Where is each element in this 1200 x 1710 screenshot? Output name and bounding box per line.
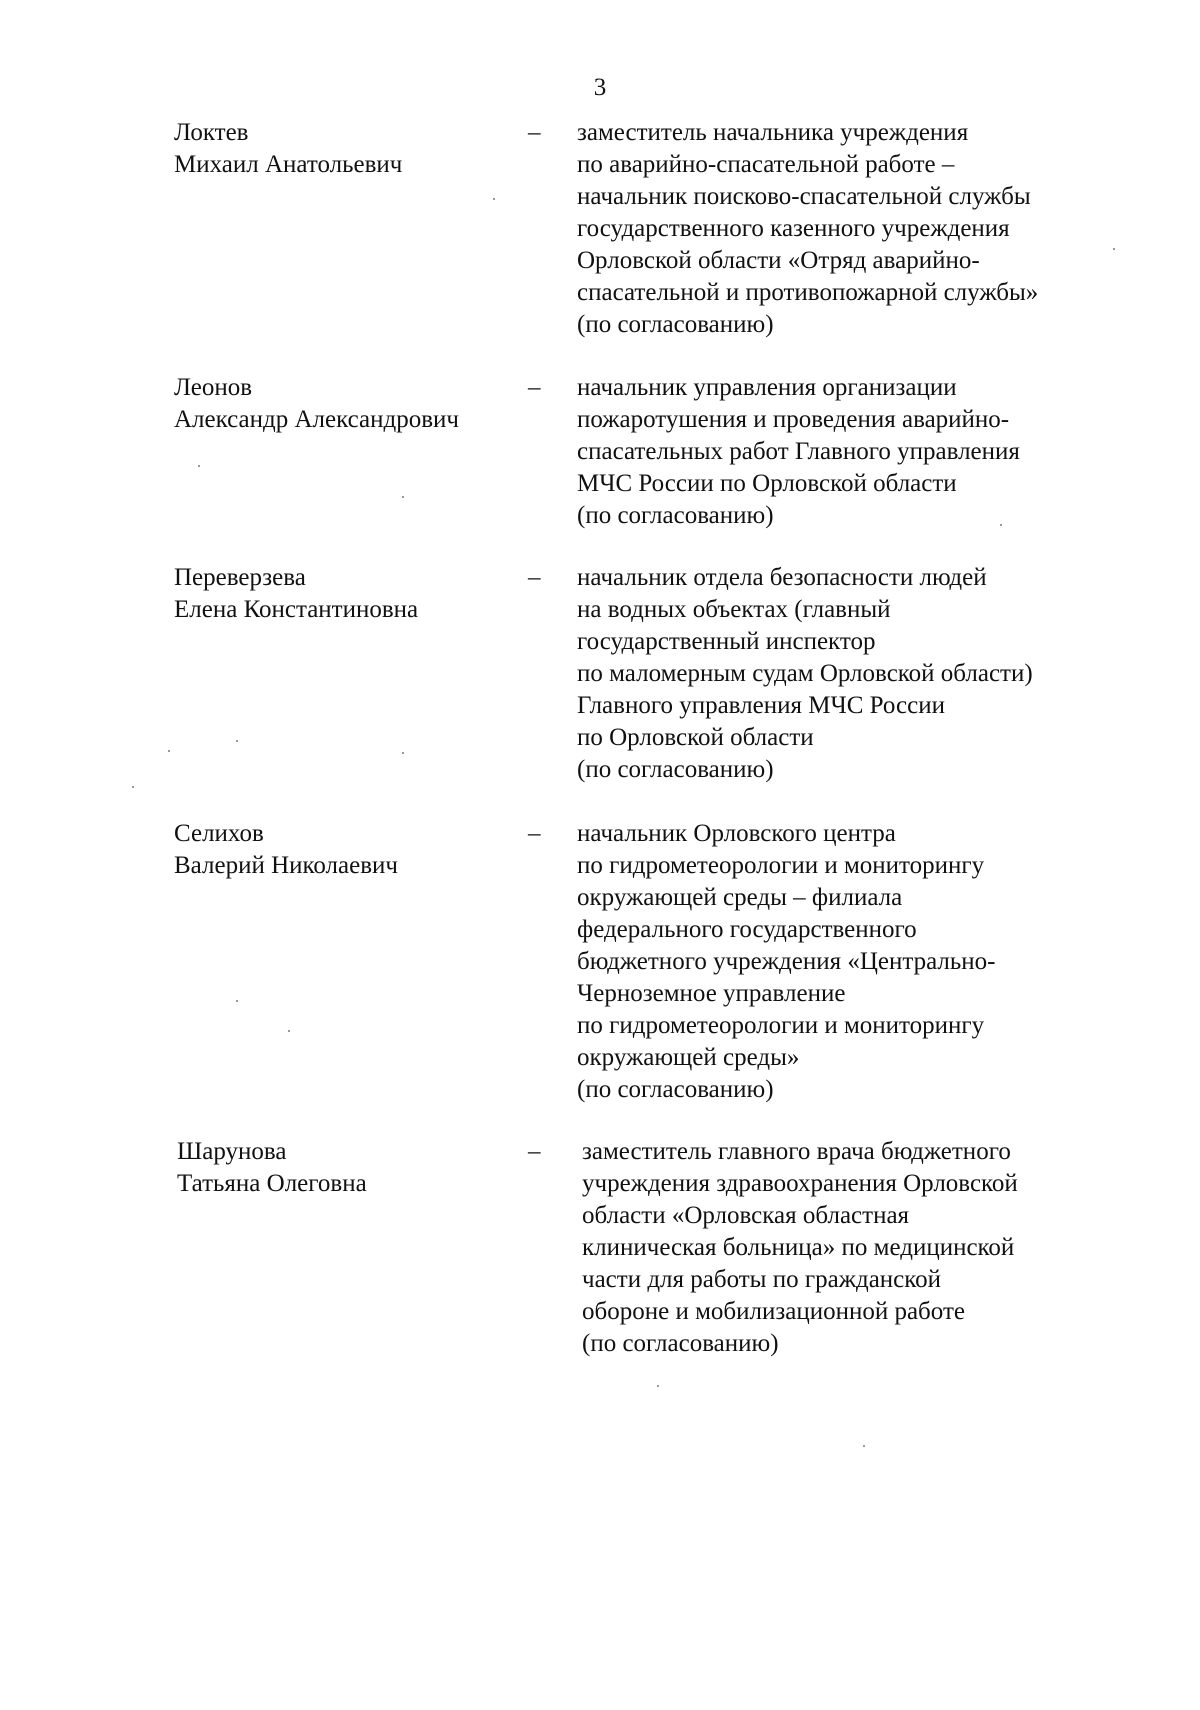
role-line: (по согласованию) <box>577 756 774 783</box>
scan-speck <box>1113 248 1115 250</box>
role-line: спасательных работ Главного управления <box>577 438 1020 465</box>
scan-speck <box>236 1000 238 1002</box>
scan-speck <box>402 496 404 498</box>
scan-speck <box>198 465 200 467</box>
member-surname: Переверзева <box>174 564 306 591</box>
role-line: федерального государственного <box>577 916 917 943</box>
member-given-names: Елена Константиновна <box>174 596 419 623</box>
separator-dash: – <box>528 1138 541 1165</box>
scan-speck <box>863 1445 865 1447</box>
role-line: (по согласованию) <box>577 1076 774 1103</box>
role-line: начальник отдела безопасности людей <box>577 564 987 591</box>
scan-speck <box>236 740 238 742</box>
role-line: обороне и мобилизационной работе <box>582 1298 965 1325</box>
member-name <box>174 372 514 436</box>
separator-dash: – <box>528 119 541 146</box>
separator-dash: – <box>528 374 541 401</box>
role-line: МЧС России по Орловской области <box>577 470 957 497</box>
member-role <box>577 117 1137 341</box>
role-line: части для работы по гражданской <box>582 1266 942 1293</box>
member-surname: Леонов <box>174 374 253 401</box>
role-line: Главного управления МЧС России <box>577 692 945 719</box>
member-given-names: Татьяна Олеговна <box>177 1170 367 1197</box>
role-line: по гидрометеорологии и мониторингу <box>577 852 985 879</box>
role-line: начальник поисково-спасательной службы <box>577 183 1031 210</box>
role-line: по маломерным судам Орловской области) <box>577 660 1033 687</box>
scan-speck <box>1000 524 1002 526</box>
role-line: бюджетного учреждения «Центрально- <box>577 948 996 975</box>
member-name <box>174 818 514 882</box>
separator-dash: – <box>528 820 541 847</box>
role-line: по аварийно-спасательной работе – <box>577 151 955 178</box>
member-given-names: Михаил Анатольевич <box>174 151 403 178</box>
scan-speck <box>168 750 170 752</box>
role-line: окружающей среды – филиала <box>577 884 903 911</box>
role-line: Орловской области «Отряд аварийно- <box>577 247 980 274</box>
scan-speck <box>132 786 134 788</box>
role-line: (по согласованию) <box>582 1330 779 1357</box>
role-line: учреждения здравоохранения Орловской <box>582 1170 1018 1197</box>
role-line: (по согласованию) <box>577 502 774 529</box>
role-line: области «Орловская областная <box>582 1202 910 1229</box>
scan-speck <box>402 752 404 754</box>
role-line: начальник управления организации <box>577 374 957 401</box>
role-line: на водных объектах (главный <box>577 596 891 623</box>
role-line: (по согласованию) <box>577 311 774 338</box>
role-line: по гидрометеорологии и мониторингу <box>577 1012 985 1039</box>
member-surname: Селихов <box>174 820 264 847</box>
member-role <box>582 1136 1142 1360</box>
member-surname: Локтев <box>174 119 249 146</box>
scan-speck <box>493 198 495 200</box>
role-line: государственного казенного учреждения <box>577 215 1010 242</box>
scan-speck <box>288 1030 290 1032</box>
member-role <box>577 818 1137 1106</box>
role-line: заместитель главного врача бюджетного <box>582 1138 1011 1165</box>
role-line: начальник Орловского центра <box>577 820 896 847</box>
role-line: Черноземное управление <box>577 980 846 1007</box>
member-role <box>577 562 1137 786</box>
role-line: пожаротушения и проведения аварийно- <box>577 406 1010 433</box>
member-name <box>177 1136 517 1200</box>
role-line: спасательной и противопожарной службы» <box>577 279 1039 306</box>
separator-dash: – <box>528 564 541 591</box>
member-given-names: Александр Александрович <box>174 406 459 433</box>
member-name <box>174 117 514 181</box>
role-line: окружающей среды» <box>577 1044 800 1071</box>
page-number: 3 <box>593 74 607 101</box>
role-line: по Орловской области <box>577 724 814 751</box>
member-surname: Шарунова <box>177 1138 287 1165</box>
member-given-names: Валерий Николаевич <box>174 852 398 879</box>
role-line: клиническая больница» по медицинской <box>582 1234 1015 1261</box>
member-name <box>174 562 514 626</box>
role-line: государственный инспектор <box>577 628 876 655</box>
scan-speck <box>657 1385 659 1387</box>
member-role <box>577 372 1137 532</box>
role-line: заместитель начальника учреждения <box>577 119 969 146</box>
